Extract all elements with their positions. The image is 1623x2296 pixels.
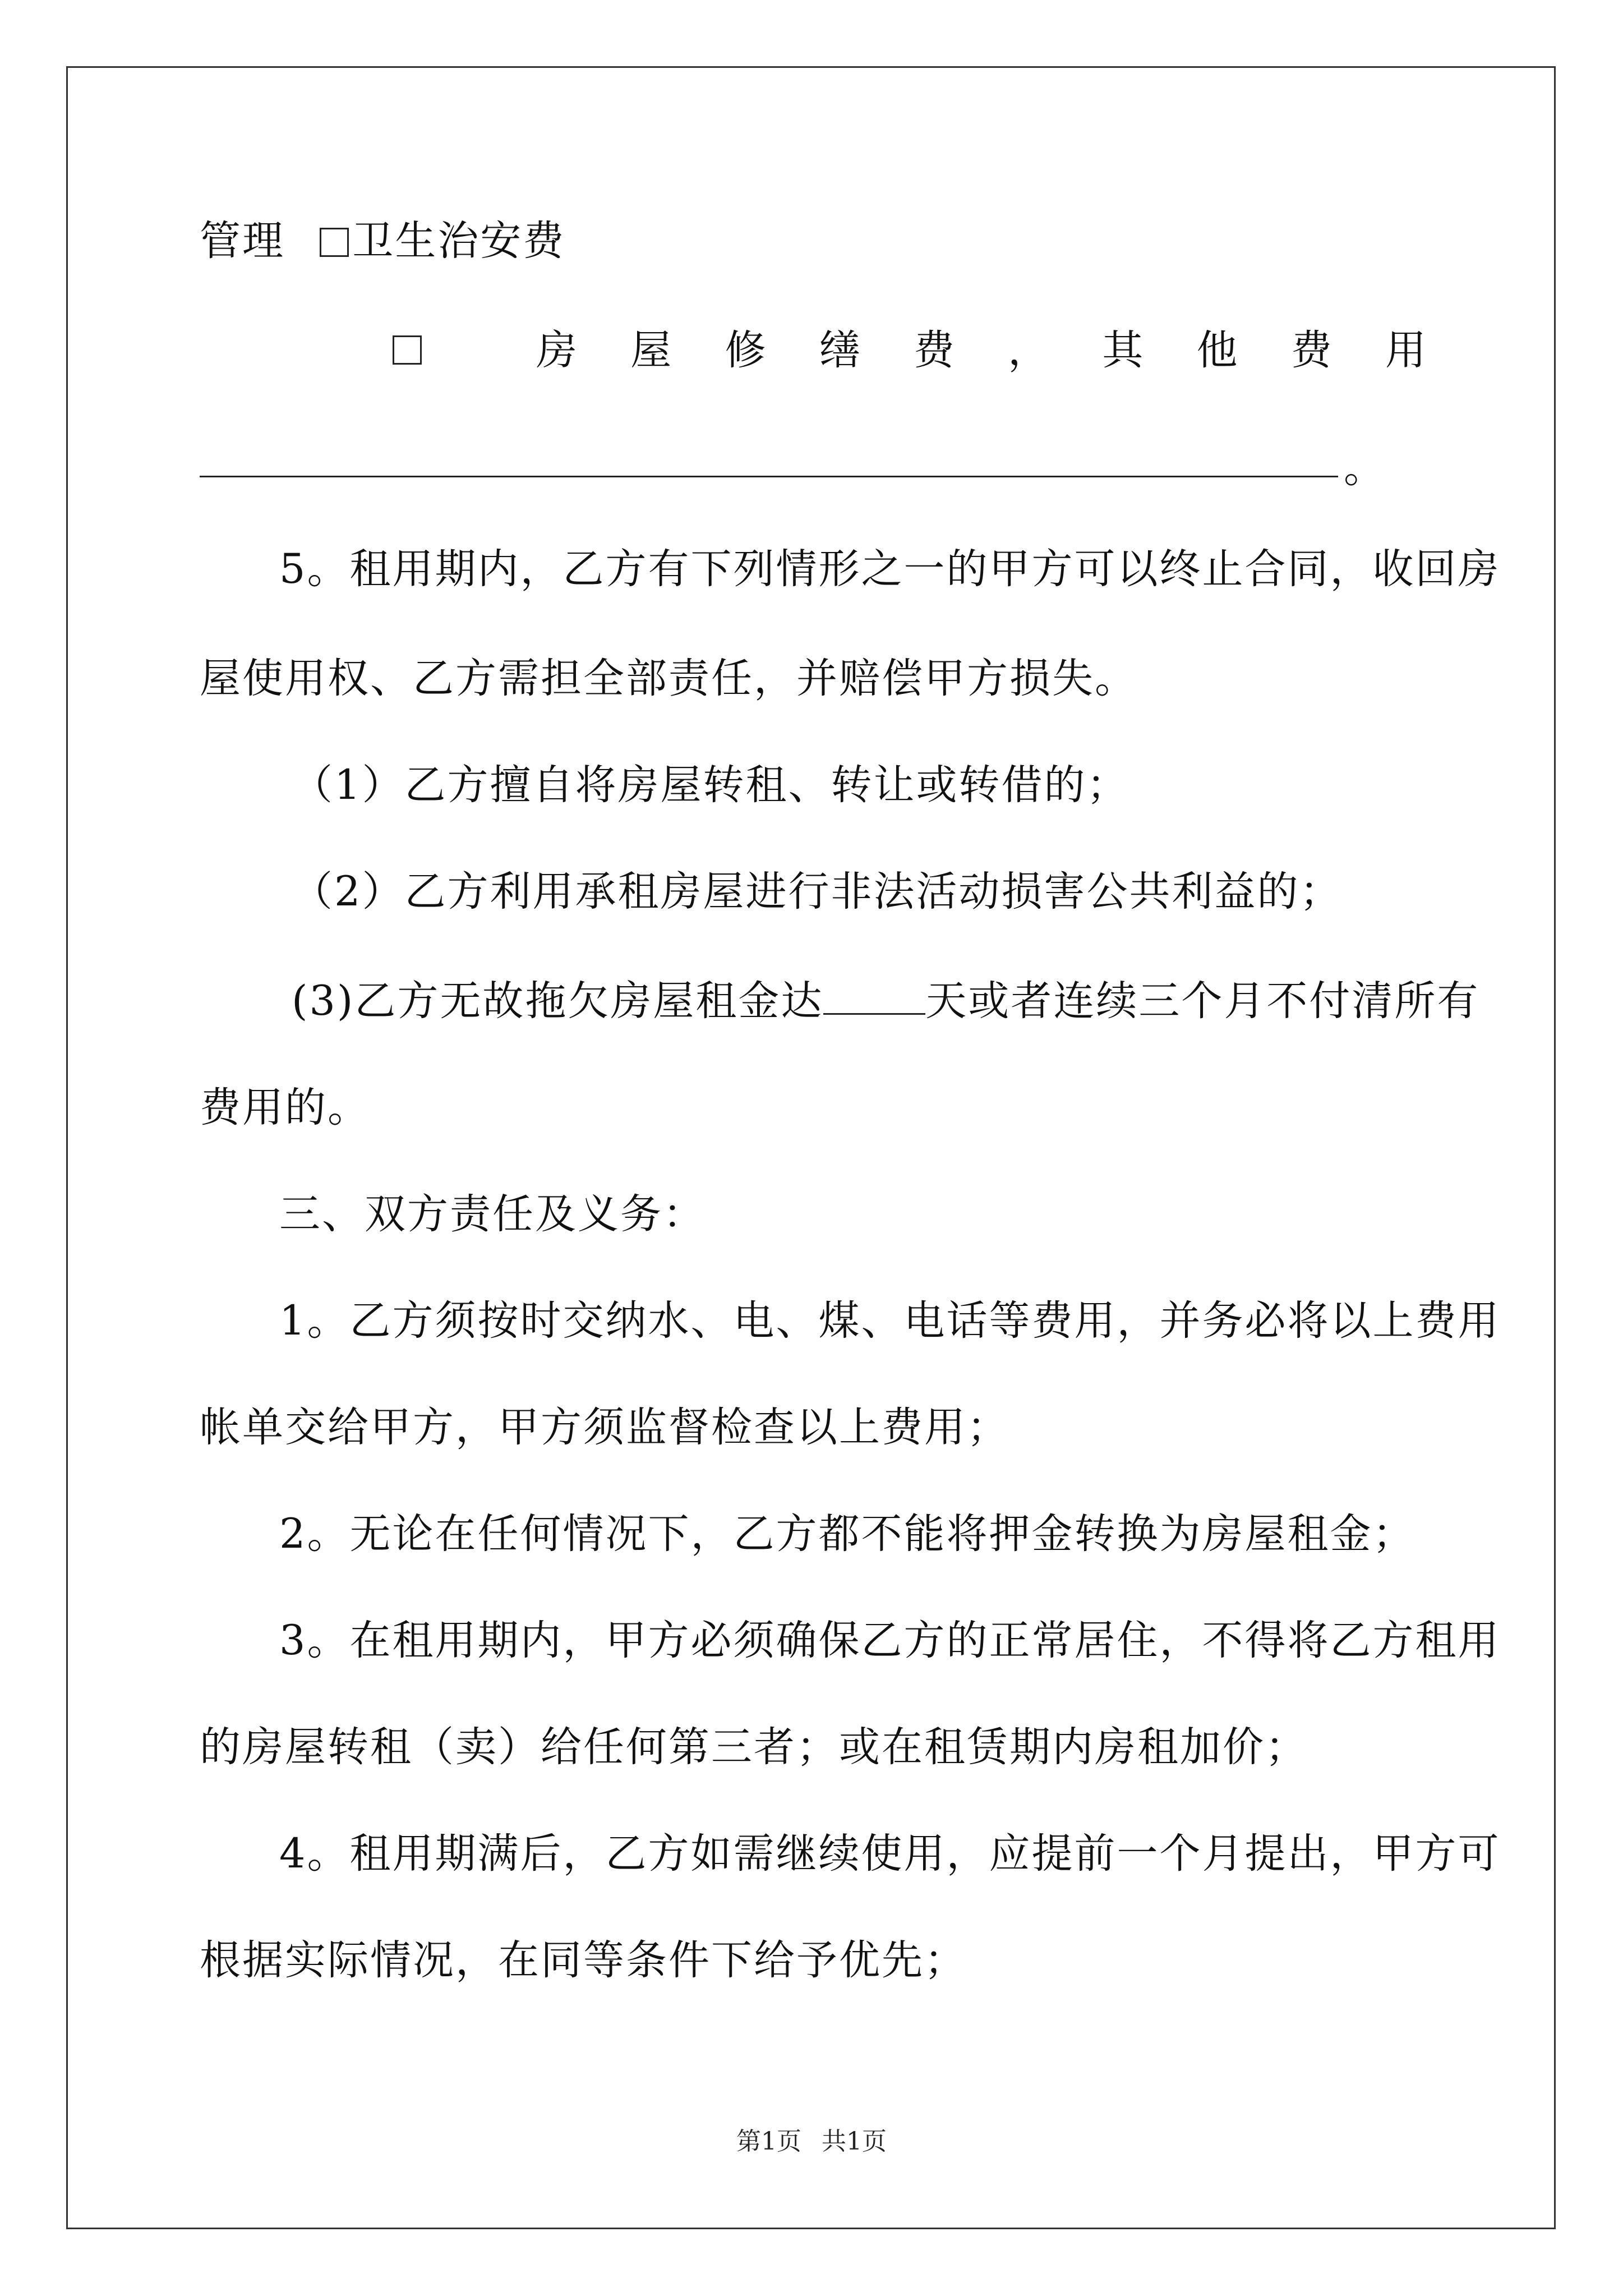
other-fee-blank[interactable] [200, 476, 1338, 477]
item-3-text-b: 天或者连续三个月不付清所有 [925, 977, 1480, 1025]
char: 他 [1196, 326, 1239, 374]
duty-1-cont: 帐单交给甲方，甲方须监督检查以上费用； [200, 1404, 1009, 1451]
duty-4-cont: 根据实际情况，在同等条件下给予优先； [200, 1936, 967, 1984]
sanitation-fee-label: 卫生治安费 [352, 217, 566, 265]
item-3-text-a: (3)乙方无故拖欠房屋租金达 [292, 977, 824, 1025]
clause-5-item-3-cont: 费用的。 [200, 1084, 370, 1131]
char: 用 [1385, 326, 1428, 374]
repair-fee-text [536, 325, 1428, 376]
char: 费 [913, 326, 956, 374]
clause-5-item-2: （2）乙方利用承租房屋进行非法活动损害公共利益的； [292, 868, 1343, 915]
fee-line-management [200, 216, 1428, 266]
fee-prefix: 管理 [200, 217, 285, 265]
clause-5-item-3 [292, 976, 1480, 1027]
clause-5-cont: 屋使用权、乙方需担全部责任，并赔偿甲方损失。 [200, 655, 1137, 702]
page-number: 第1页 [736, 2127, 801, 2156]
duty-2: 2。无论在任何情况下，乙方都不能将押金转换为房屋租金； [279, 1510, 1415, 1558]
rent-days-blank[interactable] [823, 1013, 925, 1015]
clause-5-item-1: （1）乙方擅自将房屋转租、转让或转借的； [292, 761, 1129, 809]
checkbox-sanitation-fee[interactable] [320, 228, 349, 257]
duty-4: 4。租用期满后，乙方如需继续使用，应提前一个月提出，甲方可 [279, 1830, 1501, 1878]
page-footer [0, 2126, 1623, 2157]
duty-3: 3。在租用期内，甲方必须确保乙方的正常居住，不得将乙方租用 [279, 1617, 1501, 1664]
duty-3-cont: 的房屋转租（卖）给任何第三者；或在租赁期内房租加价； [200, 1723, 1308, 1771]
char: 屋 [630, 326, 674, 374]
char: ， [1008, 326, 1051, 374]
char: 房 [536, 326, 579, 374]
char: 其 [1102, 326, 1145, 374]
char: 缮 [819, 326, 862, 374]
page-total: 共1页 [822, 2127, 887, 2156]
clause-5: 5。租用期内，乙方有下列情形之一的甲方可以终止合同，收回房 [279, 545, 1501, 593]
char: 费 [1290, 326, 1334, 374]
other-fee-end: 。 [1344, 444, 1386, 492]
char: 修 [725, 326, 768, 374]
duty-1: 1。乙方须按时交纳水、电、煤、电话等费用，并务必将以上费用 [279, 1297, 1501, 1345]
checkbox-repair-fee[interactable] [393, 335, 422, 365]
section-3-heading: 三、双方责任及义务： [279, 1190, 706, 1238]
page-border [66, 66, 1556, 2229]
